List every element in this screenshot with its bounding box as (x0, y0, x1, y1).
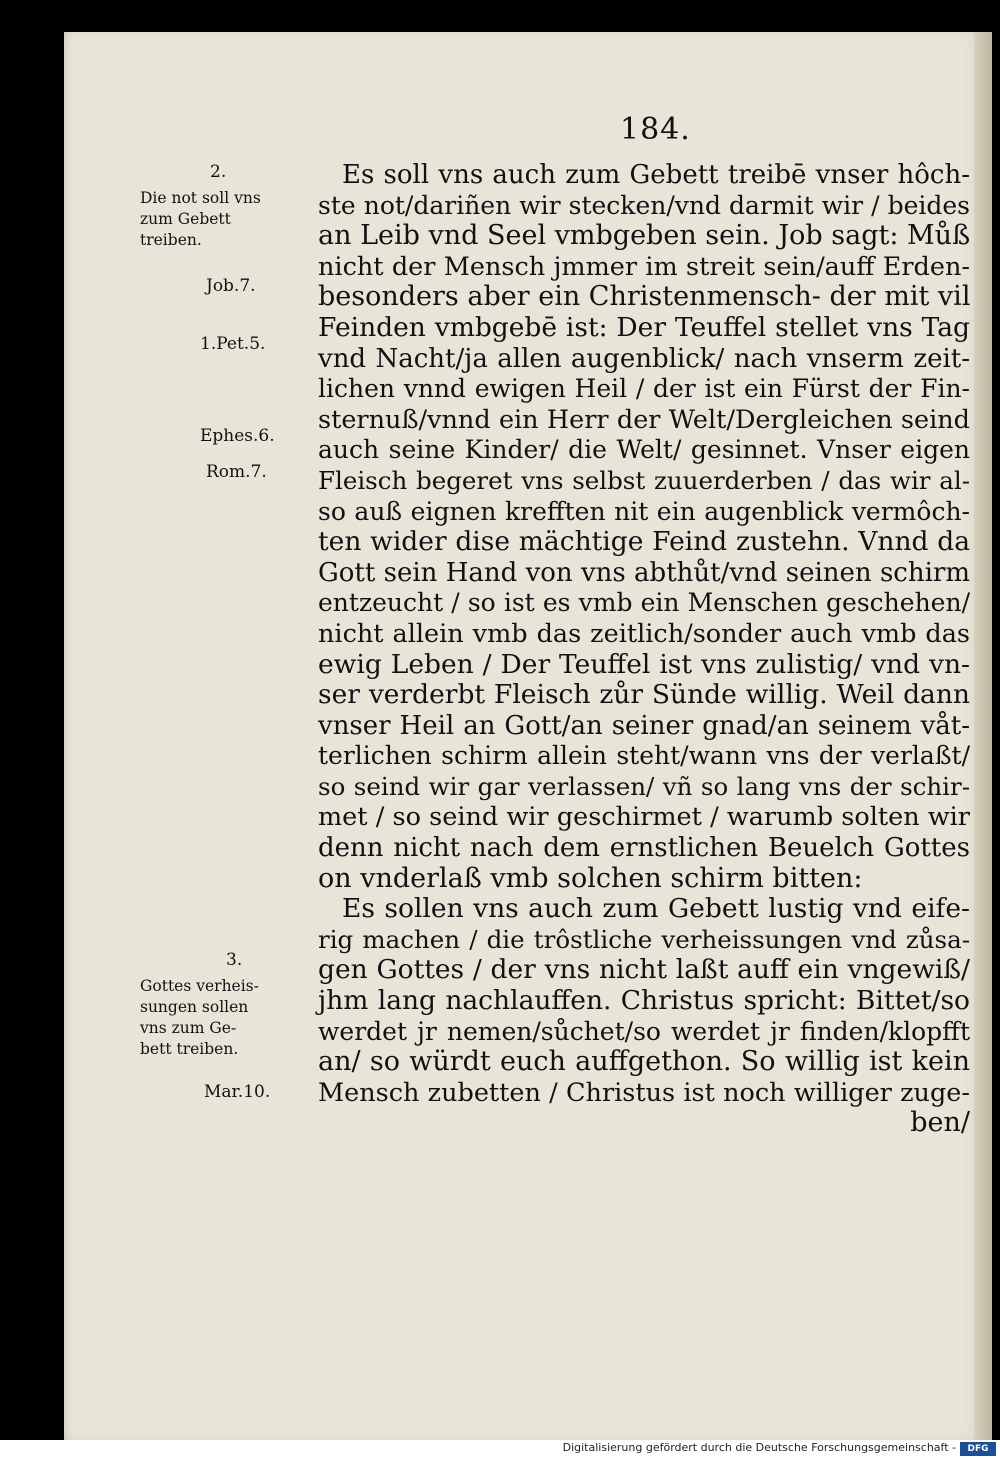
margin-reference-text: Mar.10. (204, 1082, 271, 1102)
text-line: vnd Nacht/ja allen augenblick/ nach vnserm zeit‑ (318, 343, 970, 374)
margin-section-number (210, 162, 226, 183)
text-line: lichen vnnd ewigen Heil / der ist ein Fürst der Fin‑ (318, 374, 970, 404)
margin-reference (206, 276, 256, 297)
text-line: so seind wir gar verlassen/ vñ so lang vns der schir‑ (318, 771, 970, 801)
funding-credit: Digitalisierung gefördert durch die Deutsche Forschungsgemeinschaft - (562, 1441, 956, 1454)
margin-note-line: bett treiben. (140, 1040, 239, 1058)
margin-note-line: vns zum Ge‑ (140, 1019, 237, 1037)
margin-note-line: zum Gebett (140, 210, 231, 228)
text-line: auch seine Kinder/ die Welt/ gesinnet. Vnser eigen (318, 435, 970, 465)
text-line: met / so seind wir geschirmet / warumb solten wir (318, 802, 970, 833)
text-line: gen Gottes / der vns nicht laßt auff ein vngewiß/ (318, 954, 970, 986)
text-line: nicht allein vmb das zeitlich/sonder auch vmb das (318, 618, 970, 649)
margin-number: 2. (210, 162, 227, 182)
text-line: besonders aber ein Christenmensch‑ der mit vil (318, 281, 971, 313)
catchword: ben/ (910, 1107, 970, 1139)
text-line: vnser Heil an Gott/an seiner gnad/an seinem våt‑ (318, 710, 970, 741)
margin-reference-text: Ephes.6. (200, 426, 275, 446)
text-line: denn nicht nach dem ernstlichen Beuelch Gottes (318, 833, 970, 864)
margin-reference-text: 1.Pet.5. (200, 334, 266, 354)
margin-number: 3. (226, 950, 243, 970)
text-line: terlichen schirm allein steht/wann vns der verlaßt/ (318, 741, 970, 771)
text-line: werdet jr nemen/sůchet/so werdet jr finden/klopfft (318, 1016, 970, 1046)
dfg-logo-icon: DFG (960, 1442, 996, 1456)
text-line: nicht der Mensch jmmer im streit sein/auff Erden‑ (318, 251, 970, 282)
body-text (318, 160, 970, 1139)
text-line: ser verderbt Fleisch zůr Sünde willig. Weil dann (318, 679, 970, 711)
text-line: on vnderlaß vmb solchen schirm bitten: (318, 862, 863, 894)
text-line: ten wider dise mächtige Feind zustehn. Vnnd da (318, 526, 970, 558)
margin-note (140, 976, 259, 1060)
digitization-footer (0, 1440, 1000, 1458)
text-line: jhm lang nachlauffen. Christus spricht: Bittet/so (318, 985, 970, 1017)
page-edge (974, 32, 992, 1440)
margin-note-line: treiben. (140, 231, 202, 249)
text-line: Es sollen vns auch zum Gebett lustig vnd eife‑ (342, 893, 970, 925)
text-line: ste not/dariñen wir stecken/vnd darmit wir / beides (318, 190, 970, 220)
margin-reference (204, 1082, 270, 1103)
text-line: Mensch zubetten / Christus ist noch williger zuge‑ (318, 1077, 970, 1108)
page-number: 184. (620, 112, 691, 147)
margin-note-line: Die not soll vns (140, 189, 261, 207)
text-line: ewig Leben / Der Teuffel ist vns zulistig/ vnd vn‑ (318, 648, 970, 680)
text-line: Fleisch begeret vns selbst zuuerderben / das wir al‑ (318, 465, 970, 495)
margin-reference (200, 426, 275, 447)
margin-reference-text: Job.7. (206, 276, 256, 296)
margin-note-line: sungen sollen (140, 998, 249, 1016)
margin-reference-text: Rom.7. (206, 462, 267, 482)
text-line: rig machen / die trôstliche verheissungen vnd zůsa‑ (318, 924, 970, 954)
margin-section-number (226, 950, 242, 971)
margin-reference (200, 334, 265, 355)
text-line: entzeucht / so ist es vmb ein Menschen geschehen/ (318, 588, 970, 618)
text-line: an Leib vnd Seel vmbgeben sein. Job sagt: Můß (318, 220, 971, 252)
text-line: sternuß/vnnd ein Herr der Welt/Dergleichen seind (318, 404, 970, 435)
text-line: Feinden vmbgebē ist: Der Teuffel stellet vns Tag (318, 311, 970, 343)
text-line: an/ so würdt euch auffgethon. So willig ist kein (318, 1046, 970, 1078)
margin-note-line: Gottes verheis‑ (140, 977, 259, 995)
text-line: Es soll vns auch zum Gebett treibē vnser hôch‑ (342, 160, 970, 190)
margin-note (140, 188, 261, 251)
margin-reference (206, 462, 267, 483)
text-line: so auß eignen krefften nit ein augenblick vermôch‑ (318, 496, 970, 526)
text-line: Gott sein Hand von vns abthůt/vnd seinen schirm (318, 557, 970, 588)
